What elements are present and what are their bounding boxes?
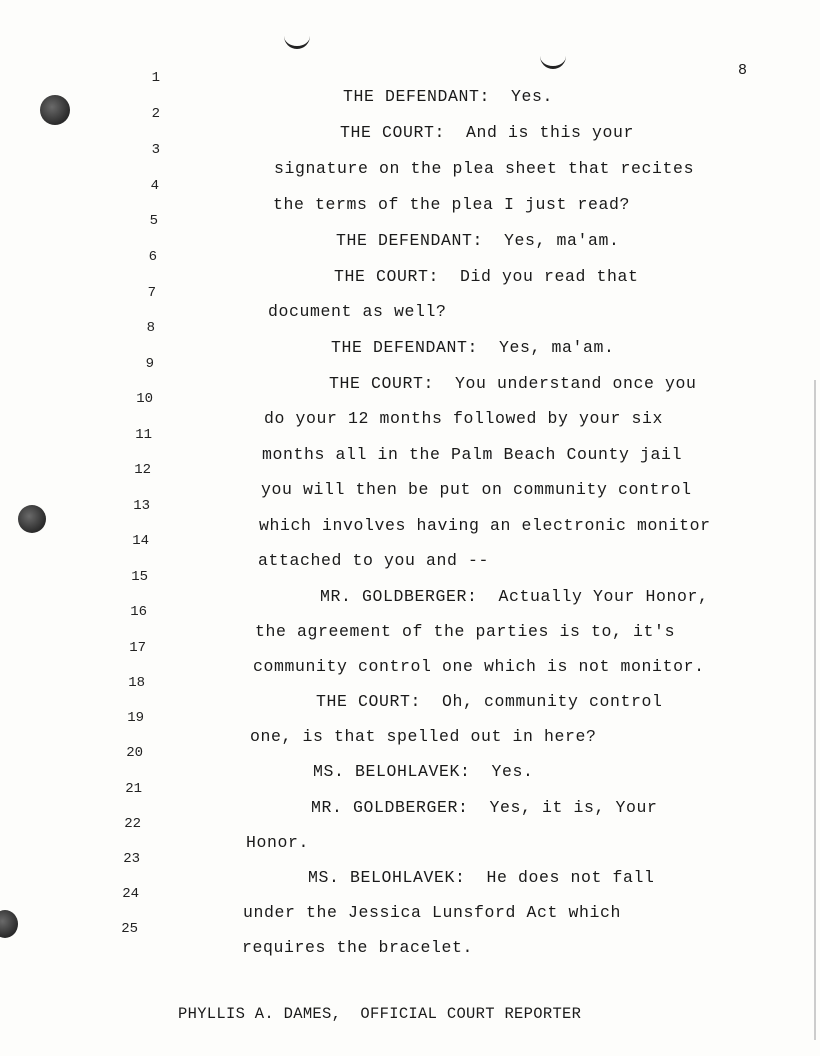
binding-mark-left (284, 32, 310, 49)
transcript-line: under the Jessica Lunsford Act which (243, 903, 622, 922)
line-number: 16 (130, 604, 147, 620)
line-number: 4 (150, 178, 159, 194)
line-number: 9 (145, 356, 154, 372)
transcript-line: MR. GOLDBERGER: Actually Your Honor, (320, 587, 709, 606)
line-number: 10 (136, 391, 153, 407)
line-number: 2 (151, 106, 160, 122)
transcript-line: MR. GOLDBERGER: Yes, it is, Your (311, 798, 658, 817)
transcript-line: MS. BELOHLAVEK: He does not fall (308, 868, 655, 887)
line-number: 14 (132, 533, 149, 549)
transcript-line: which involves having an electronic monitor (259, 516, 711, 535)
punch-hole-top (40, 95, 70, 125)
transcript-line: requires the bracelet. (242, 938, 474, 957)
line-number: 17 (129, 640, 146, 656)
line-number: 8 (146, 320, 155, 336)
transcript-line: community control one which is not monitor. (253, 657, 705, 676)
line-number: 18 (128, 675, 145, 691)
page-number: 8 (738, 62, 748, 79)
punch-hole-middle (18, 505, 46, 533)
binding-mark-right (540, 52, 566, 69)
transcript-line: signature on the plea sheet that recites (274, 159, 695, 178)
transcript-line: the agreement of the parties is to, it's (255, 622, 676, 641)
court-reporter-footer: PHYLLIS A. DAMES, OFFICIAL COURT REPORTER (178, 1005, 582, 1023)
transcript-line: THE DEFENDANT: Yes, ma'am. (331, 338, 615, 357)
punch-hole-bottom (0, 910, 18, 938)
transcript-line: the terms of the plea I just read? (273, 195, 631, 214)
line-number: 19 (127, 710, 144, 726)
transcript-line: THE DEFENDANT: Yes. (343, 87, 554, 106)
line-number: 22 (124, 816, 141, 832)
transcript-line: months all in the Palm Beach County jail (262, 445, 683, 464)
line-number: 6 (148, 249, 157, 265)
transcript-line: one, is that spelled out in here? (250, 727, 597, 746)
line-number: 24 (122, 886, 139, 902)
line-number: 3 (151, 142, 160, 158)
line-number: 1 (151, 70, 160, 86)
line-number: 15 (131, 569, 148, 585)
transcript-line: you will then be put on community control (261, 480, 692, 499)
transcript-line: THE COURT: Did you read that (334, 267, 639, 286)
line-number: 5 (149, 213, 158, 229)
transcript-line: MS. BELOHLAVEK: Yes. (313, 762, 534, 781)
line-number: 21 (125, 781, 142, 797)
transcript-line: Honor. (246, 833, 310, 852)
transcript-line: do your 12 months followed by your six (264, 409, 664, 428)
transcript-line: attached to you and -- (258, 551, 490, 570)
transcript-line: THE DEFENDANT: Yes, ma'am. (336, 231, 620, 250)
line-number: 13 (133, 498, 150, 514)
transcript-line: THE COURT: You understand once you (329, 374, 697, 393)
line-number: 12 (134, 462, 151, 478)
transcript-line: document as well? (268, 302, 447, 321)
line-number: 11 (135, 427, 152, 443)
line-number: 23 (123, 851, 140, 867)
transcript-line: THE COURT: And is this your (340, 123, 635, 142)
line-number: 25 (121, 921, 138, 937)
line-number: 20 (126, 745, 143, 761)
transcript-line: THE COURT: Oh, community control (316, 692, 663, 711)
line-number: 7 (147, 285, 156, 301)
page-edge-line (814, 380, 816, 1040)
